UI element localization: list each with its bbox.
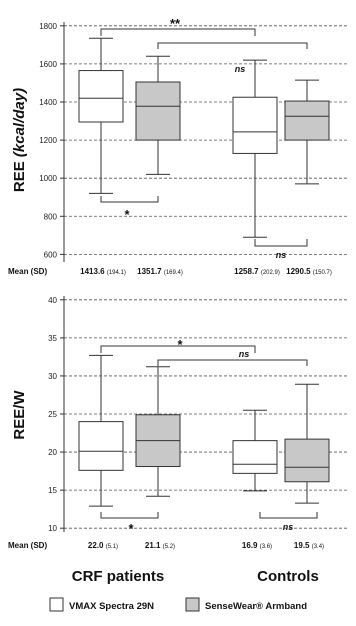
reew-mean-value-crf-sensewear: 21.1 (5.2) xyxy=(144,541,176,550)
ree-ns-bottom: ns xyxy=(275,250,287,260)
reew-y-tick-labels xyxy=(48,296,57,533)
reew-bracket-crf-vmax-vs-sw xyxy=(101,512,158,518)
reew-boxes xyxy=(79,355,329,506)
ree-tick-label-1200: 1200 xyxy=(39,136,57,146)
reew-box-controls-sensewear xyxy=(285,384,329,503)
reew-ns-bottom: ns xyxy=(282,522,294,532)
reew-box-crf-sensewear xyxy=(136,367,180,496)
reew-panel xyxy=(8,296,348,550)
ree-iqr-controls-vmax xyxy=(233,97,277,153)
ree-tick-label-1800: 1800 xyxy=(39,21,57,31)
reew-tick-label-20: 20 xyxy=(48,448,57,458)
ree-tick-label-1400: 1400 xyxy=(39,98,57,107)
reew-bracket-controls-vmax-vs-sw xyxy=(260,512,317,518)
ree-tick-label-600: 600 xyxy=(43,250,57,260)
ree-tick-label-800: 800 xyxy=(43,212,57,222)
legend-swatch-vmax xyxy=(50,598,63,611)
reew-tick-label-30: 30 xyxy=(48,371,57,381)
reew-significance-brackets xyxy=(101,337,317,536)
reew-significance-top: * xyxy=(177,337,183,352)
ree-box-crf-sensewear xyxy=(136,56,180,174)
ree-panel xyxy=(8,16,348,276)
reew-box-controls-vmax xyxy=(233,410,277,491)
reew-mean-value-controls-sensewear: 19.5 (3.4) xyxy=(293,541,325,550)
ree-y-axis-label: REE (kcal/day) xyxy=(11,87,28,193)
reew-tick-label-25: 25 xyxy=(48,410,57,419)
reew-mean-value-controls-vmax: 16.9 (3.6) xyxy=(241,541,273,550)
ree-mean-value-crf-sensewear: 1351.7 (169.4) xyxy=(137,267,183,276)
ree-ns-top: ns xyxy=(234,64,246,74)
reew-box-crf-vmax xyxy=(79,355,123,506)
ree-mean-value-crf-vmax: 1413.6 (194.1) xyxy=(80,267,126,276)
ree-mean-value-controls-sensewear: 1290.5 (150.7) xyxy=(286,267,332,276)
reew-significance-bottom: * xyxy=(128,521,134,536)
ree-significance-bottom: * xyxy=(124,207,130,222)
ree-iqr-crf-vmax xyxy=(79,71,123,122)
reew-iqr-controls-sensewear xyxy=(285,439,329,482)
legend-label-vmax: VMAX Spectra 29N xyxy=(69,601,155,612)
reew-tick-label-15: 15 xyxy=(48,486,57,496)
legend-swatch-sensewear xyxy=(186,598,199,611)
reew-gridlines xyxy=(60,300,348,528)
reew-mean-values xyxy=(88,541,324,550)
legend-label-sensewear: SenseWear® Armband xyxy=(205,601,308,612)
reew-mean-sd-label: Mean (SD) xyxy=(8,541,48,550)
ree-significance-top: ** xyxy=(169,16,181,31)
reew-bracket-crf-sw-vs-controls-sw xyxy=(158,360,307,366)
reew-iqr-controls-vmax xyxy=(233,441,277,474)
ree-mean-value-controls-vmax: 1258.7 (202.9) xyxy=(234,267,280,276)
reew-mean-value-crf-vmax: 22.0 (5.1) xyxy=(87,541,119,550)
ree-box-crf-vmax xyxy=(79,38,123,193)
ree-box-controls-sensewear xyxy=(285,80,329,184)
ree-bracket-controls-vmax-vs-sw xyxy=(255,239,307,246)
ree-mean-values xyxy=(80,267,332,276)
ree-tick-label-1000: 1000 xyxy=(39,174,57,184)
ree-y-tick-labels xyxy=(39,22,57,260)
ree-iqr-controls-sensewear xyxy=(285,101,329,140)
ree-boxes xyxy=(79,38,329,237)
reew-y-axis-label: REE/W xyxy=(11,390,28,440)
ree-box-controls-vmax xyxy=(233,60,277,237)
ree-bracket-crf-sw-vs-controls-sw xyxy=(158,43,307,49)
group-label-crf-patients: CRF patients xyxy=(71,568,165,585)
ree-mean-sd-label: Mean (SD) xyxy=(8,267,48,276)
reew-tick-label-10: 10 xyxy=(48,524,57,534)
ree-iqr-crf-sensewear xyxy=(136,82,180,140)
reew-tick-label-40: 40 xyxy=(48,295,57,305)
ree-tick-label-1600: 1600 xyxy=(39,59,57,69)
reew-ns-top: ns xyxy=(238,349,250,359)
group-label-controls: Controls xyxy=(257,568,319,585)
legend xyxy=(50,598,307,612)
reew-iqr-crf-vmax xyxy=(79,422,123,471)
reew-tick-label-35: 35 xyxy=(48,333,57,343)
ree-bracket-crf-vmax-vs-sw xyxy=(101,196,158,202)
